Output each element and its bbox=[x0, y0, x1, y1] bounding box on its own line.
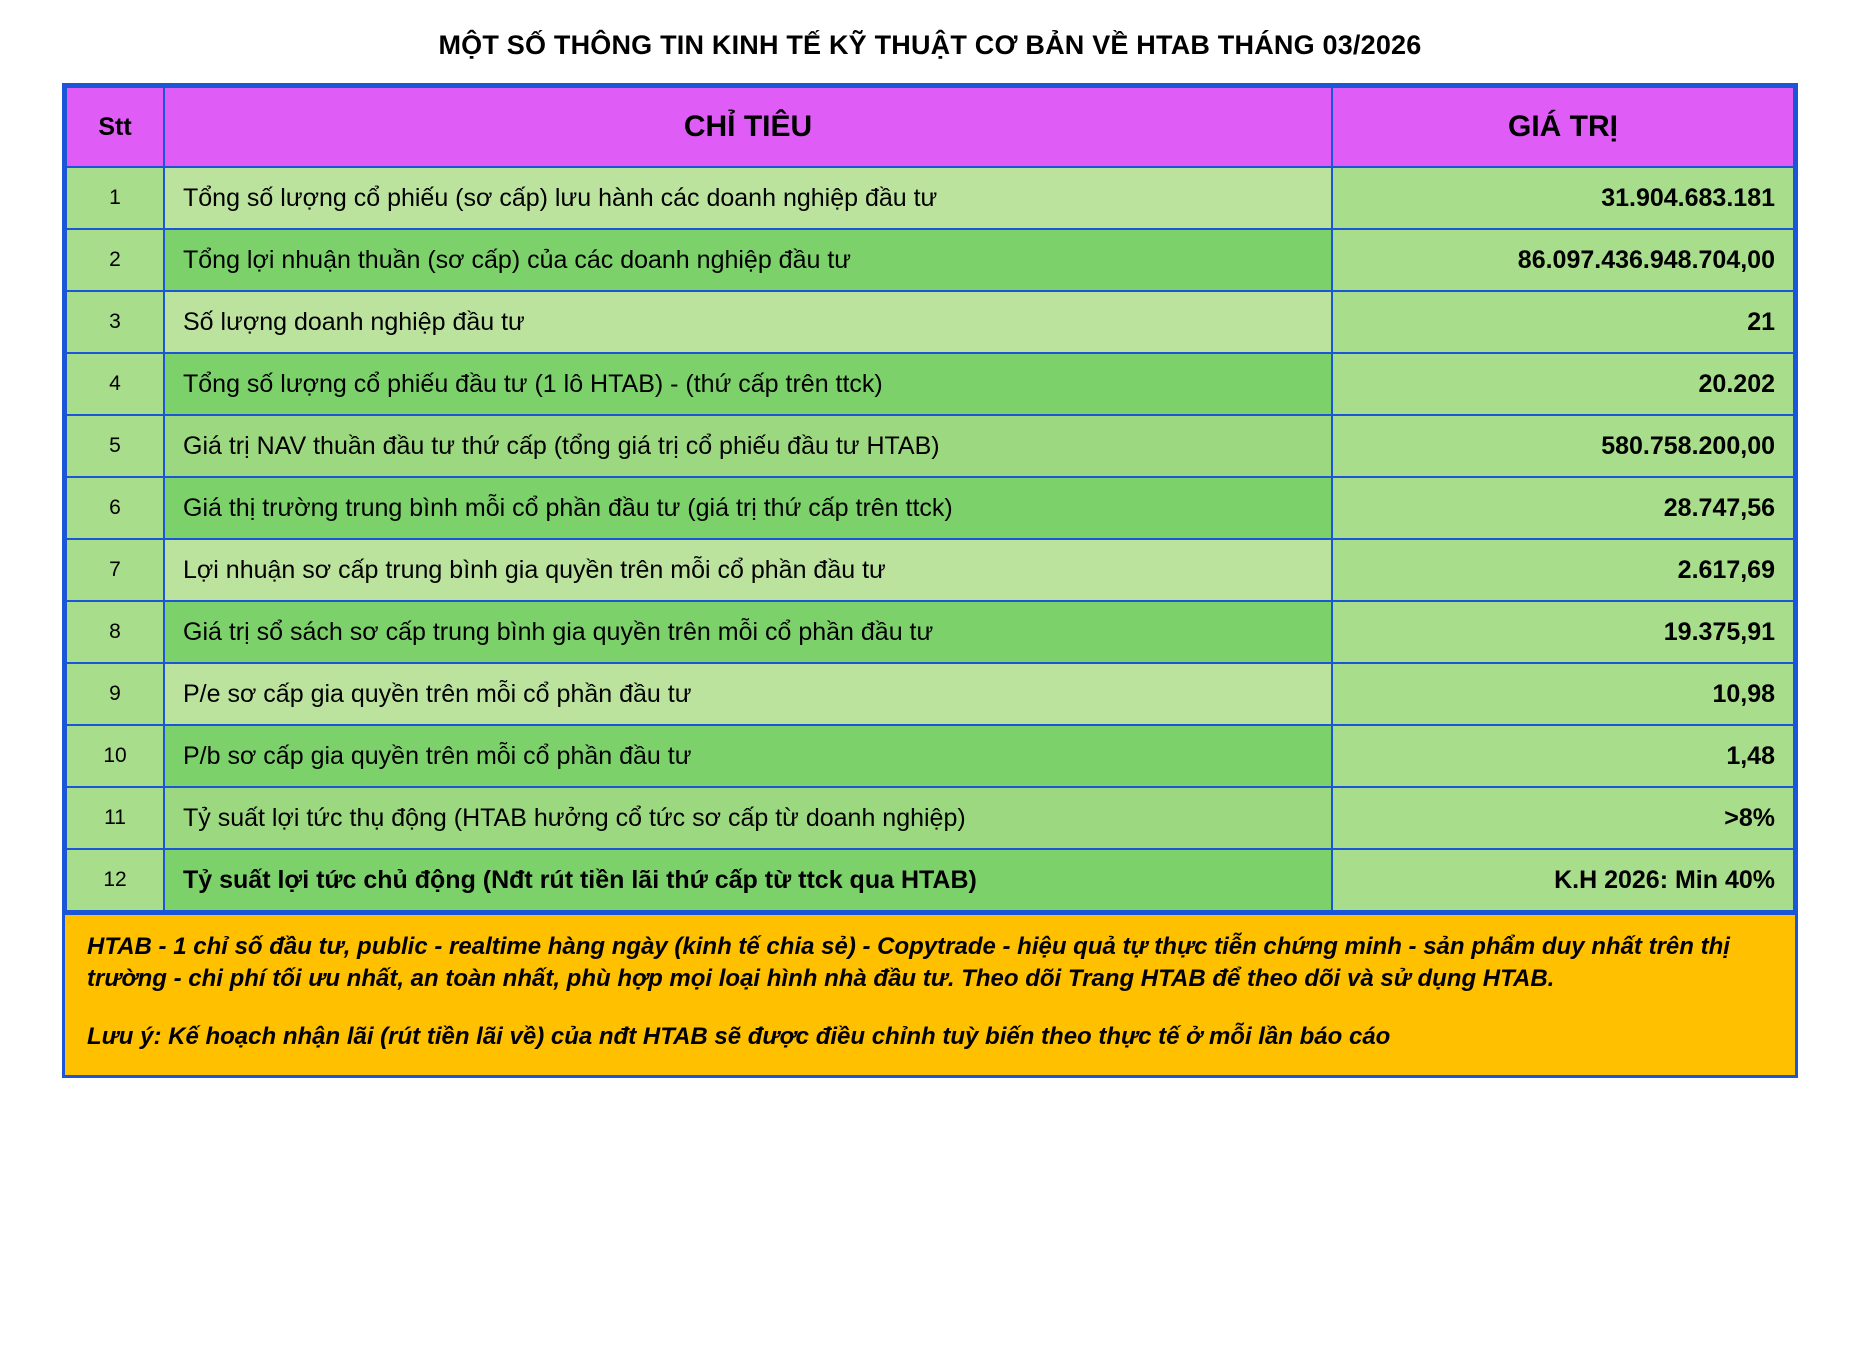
page-title: MỘT SỐ THÔNG TIN KINH TẾ KỸ THUẬT CƠ BẢN VỀ HTAB THÁNG 03/2026 bbox=[438, 30, 1422, 60]
row-index: 8 bbox=[66, 601, 164, 663]
column-header-value: GIÁ TRỊ bbox=[1332, 87, 1794, 167]
table-row bbox=[66, 477, 1794, 539]
table-row bbox=[66, 291, 1794, 353]
table-row bbox=[66, 167, 1794, 229]
row-index: 2 bbox=[66, 229, 164, 291]
row-indicator: Tỷ suất lợi tức thụ động (HTAB hưởng cổ tức sơ cấp từ doanh nghiệp) bbox=[164, 787, 1332, 849]
row-value: >8% bbox=[1332, 787, 1794, 849]
row-value: 31.904.683.181 bbox=[1332, 167, 1794, 229]
table-row bbox=[66, 849, 1794, 911]
row-indicator: Giá thị trường trung bình mỗi cổ phần đầu tư (giá trị thứ cấp trên ttck) bbox=[164, 477, 1332, 539]
row-value: 2.617,69 bbox=[1332, 539, 1794, 601]
row-indicator: Lợi nhuận sơ cấp trung bình gia quyền trên mỗi cổ phần đầu tư bbox=[164, 539, 1332, 601]
table-row bbox=[66, 229, 1794, 291]
column-header-stt: Stt bbox=[66, 87, 164, 167]
row-indicator: Tổng lợi nhuận thuần (sơ cấp) của các doanh nghiệp đầu tư bbox=[164, 229, 1332, 291]
row-index: 5 bbox=[66, 415, 164, 477]
row-indicator: Tỷ suất lợi tức chủ động (Nđt rút tiền lãi thứ cấp từ ttck qua HTAB) bbox=[164, 849, 1332, 911]
row-indicator: Tổng số lượng cổ phiếu đầu tư (1 lô HTAB) - (thứ cấp trên ttck) bbox=[164, 353, 1332, 415]
table-row bbox=[66, 539, 1794, 601]
table-header bbox=[66, 87, 1794, 167]
column-header-indicator: CHỈ TIÊU bbox=[164, 87, 1332, 167]
row-indicator: Số lượng doanh nghiệp đầu tư bbox=[164, 291, 1332, 353]
table-row bbox=[66, 663, 1794, 725]
footer-note bbox=[62, 915, 1798, 1078]
row-indicator: Giá trị NAV thuần đầu tư thứ cấp (tổng giá trị cổ phiếu đầu tư HTAB) bbox=[164, 415, 1332, 477]
row-index: 3 bbox=[66, 291, 164, 353]
table-row bbox=[66, 353, 1794, 415]
row-value: 86.097.436.948.704,00 bbox=[1332, 229, 1794, 291]
row-indicator: P/b sơ cấp gia quyền trên mỗi cổ phần đầu tư bbox=[164, 725, 1332, 787]
row-value: 19.375,91 bbox=[1332, 601, 1794, 663]
metrics-table-container bbox=[62, 83, 1798, 915]
table-row bbox=[66, 725, 1794, 787]
row-value: 1,48 bbox=[1332, 725, 1794, 787]
row-value: 20.202 bbox=[1332, 353, 1794, 415]
row-value: 580.758.200,00 bbox=[1332, 415, 1794, 477]
row-indicator: P/e sơ cấp gia quyền trên mỗi cổ phần đầu tư bbox=[164, 663, 1332, 725]
row-indicator: Tổng số lượng cổ phiếu (sơ cấp) lưu hành các doanh nghiệp đầu tư bbox=[164, 167, 1332, 229]
row-index: 4 bbox=[66, 353, 164, 415]
row-index: 12 bbox=[66, 849, 164, 911]
note-paragraph-secondary: Lưu ý: Kế hoạch nhận lãi (rút tiền lãi về) của nđt HTAB sẽ được điều chỉnh tuỳ biến theo thực tế ở mỗi lần báo cáo bbox=[87, 1022, 1391, 1050]
row-index: 11 bbox=[66, 787, 164, 849]
row-index: 6 bbox=[66, 477, 164, 539]
row-index: 10 bbox=[66, 725, 164, 787]
metrics-table bbox=[65, 86, 1795, 912]
table-row bbox=[66, 787, 1794, 849]
row-index: 9 bbox=[66, 663, 164, 725]
table-row bbox=[66, 415, 1794, 477]
table-body bbox=[66, 167, 1794, 911]
row-value: 28.747,56 bbox=[1332, 477, 1794, 539]
note-paragraph-primary: HTAB - 1 chỉ số đầu tư, public - realtime hàng ngày (kinh tế chia sẻ) - Copytrade - hiệu quả tự thực tiễn chứng minh - sản phẩm duy nhất trên thị trường - chi phí tối ưu nhất, an toàn nhất, phù hợp mọi loại hình nhà đầu tư. Theo dõi Trang HTAB để theo dõi và sử dụng HTAB. bbox=[87, 933, 1730, 992]
row-index: 7 bbox=[66, 539, 164, 601]
row-value: 10,98 bbox=[1332, 663, 1794, 725]
header-row bbox=[66, 87, 1794, 167]
row-indicator: Giá trị sổ sách sơ cấp trung bình gia quyền trên mỗi cổ phần đầu tư bbox=[164, 601, 1332, 663]
row-value: 21 bbox=[1332, 291, 1794, 353]
row-value: K.H 2026: Min 40% bbox=[1332, 849, 1794, 911]
row-index: 1 bbox=[66, 167, 164, 229]
table-row bbox=[66, 601, 1794, 663]
